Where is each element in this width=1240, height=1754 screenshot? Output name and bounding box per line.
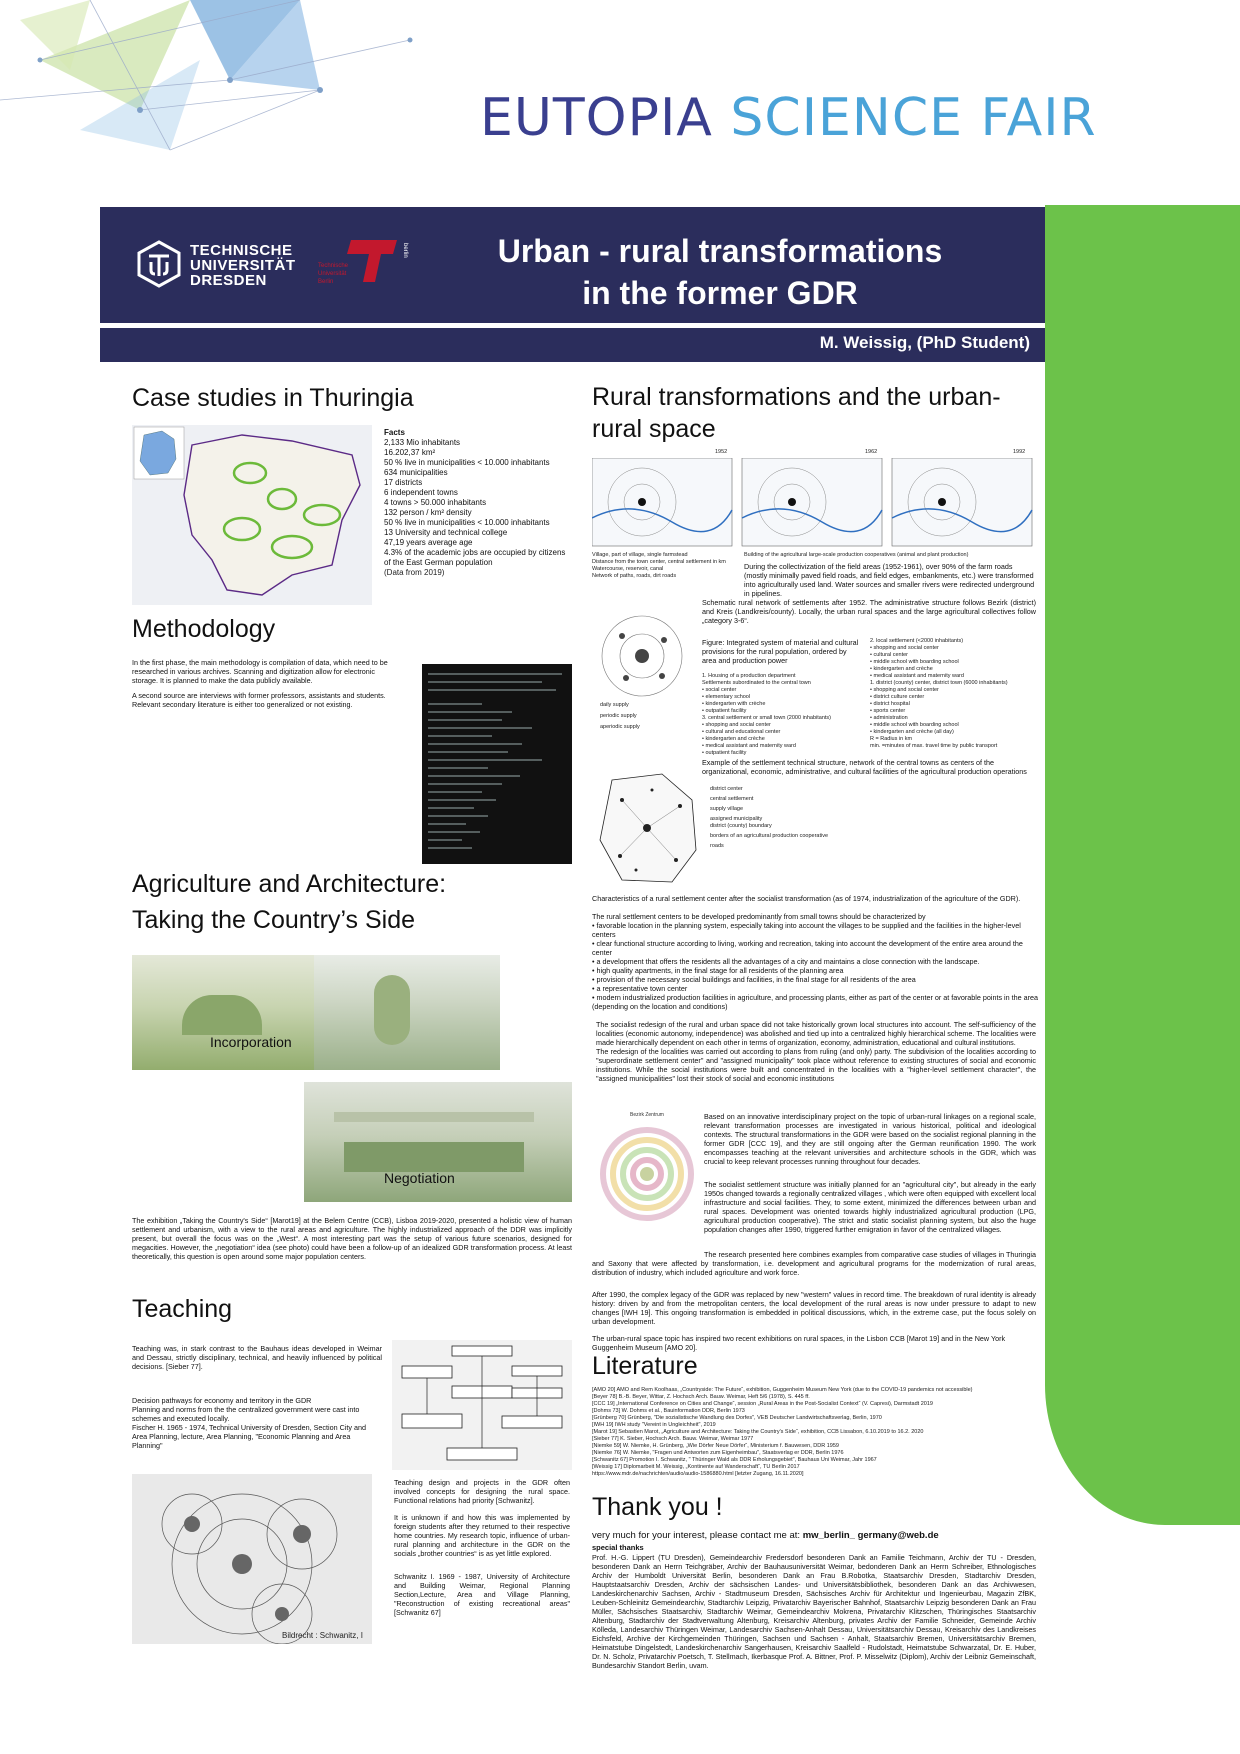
fig-left-4: • elementary school [702,694,751,700]
special-thanks-label: special thanks [592,1543,644,1552]
agri-heading-1: Agriculture and Architecture: [132,870,447,898]
teaching-heading: Teaching [132,1295,233,1323]
lit-5: [Grünberg 70] Grünberg, "Die sozialistische Wandlung des Dorfes", VEB Deutscher Landwirtschaftsverlag, Berlin, 1970 [592,1415,882,1421]
fig-right-5: • kindergarten and crèche [870,666,933,672]
fig-left-1: 1. Housing of a production department [702,673,796,679]
socialist-text: The socialist settlement structure was initially planned for an "agricultural city", but already in the early 1950s changed towards a regionally centralized villages , which were often equipped with excellent local infrastructure and social facilities. They, to some extent, minimized the differences between urban and rural spaces. Development was oriented towards highly industrialized agricultural production (LPG, agricultural production cooperative). The strict and static socialist planning system, but also the huge population changes after 1990, triggered further emigration in favor of the centralized villages. [704,1180,1036,1234]
tub-line-3: Berlin [318,279,334,285]
contact-label: very much for your interest, please contact me at: [592,1530,801,1541]
fig-left-11: • medical assistant and maternity ward [702,743,796,749]
lit-11: [Schwanitz 67] Promotion I. Schwanitz, " Thüringer Wald als DDR Erholungsgebiet", Bauhaus Uni Weimar, Jahr 1967 [592,1457,877,1463]
ring-diagram-label: Bezirk Zentrum [630,1112,664,1118]
year-1992: 1992 [1013,449,1026,455]
lit-4: [Dohms 73] W. Dohms et al., Bauinformation DDR, Berlin 1973 [592,1408,745,1414]
fair-title-word2: SCIENCE FAIR [730,88,1097,148]
figure-caption: Figure: Integrated system of material and cultural provisions for the rural population, ordered by area and production power [702,638,859,665]
contact-line [592,1530,1042,1541]
dl-district-center: district center [710,786,743,792]
agri-heading-2: Taking the Country’s Side [132,906,416,934]
fact-8: 132 person / km² density [384,508,472,517]
case-studies-heading: Case studies in Thuringia [132,384,414,412]
figure-list-right [870,638,1036,750]
recreational-areas-plan [132,1474,372,1644]
dl-assigned: assigned municipality [710,816,763,822]
poster-title-line1: Urban - rural transformations [497,233,943,269]
rural-heading-1: Rural transformations and the urban- [592,383,1001,411]
year-1952: 1952 [715,449,728,455]
terminal-screenshot [422,664,572,864]
methodology-text [132,658,402,709]
redesign-p2: The redesign of the localities was carried out according to plans from ruling (and only) party. The subdivision of the localities according to "superordinate settlement center" and "assigned municipality" took place without reference to existing structures of social and economic institutions. While the social institutions were built and concentrated in the localities with a "higher-level settlement character", the "assigned municipalities" lost their stock of social and economic institutions [596,1047,1036,1083]
fact-10: 13 University and technical college [384,528,508,537]
example-caption: Example of the settlement technical structure, network of the central towns as centers of the organizational, economic, administrative, and cultural facilities of the agricultural production operations [702,758,1027,776]
fig-left-5: • kindergarten with crèche [702,701,766,707]
dl-central: central settlement [710,796,754,802]
bullet-3: • a development that offers the residents all the advantages of a city and maintains a close connection with the landscape. [592,957,980,966]
dl-borders: borders of an agricultural production cooperative [710,833,829,839]
image-credit: Bildrecht : Schwanitz, I [282,1631,363,1640]
teaching-p2: Decision pathways for economy and territory in the GDR [132,1396,312,1405]
fig-right-13: • middle school with boarding school [870,722,959,728]
fig-right-10: • district hospital [870,701,910,707]
fig-left-3: • social center [702,687,737,693]
fig-right-16: min. =minutes of max. travel time by public transport [870,743,998,749]
district-network-map [592,770,704,890]
legend-buildings: Building of the agricultural large-scale production cooperatives (animal and plant production) [744,552,969,558]
teaching-right [394,1478,570,1617]
after1990-text: After 1990, the complex legacy of the GDR was replaced by new "western" values in record time. The breakdown of rural identity is already history: driven by and from the metropolitan centers, the local development of the rural areas is now under pressure to adapt to new changes [IWH 19]. This ongoing transformation is embedded in political discussions, which, in the extreme case, put the focus solely on urban development. [592,1290,1036,1326]
lit-13: https://www.mdr.de/nachrichten/audio/audio-1586880.html [letzter Zugang, 16.11.2020] [592,1471,804,1477]
fig-right-12: • administration [870,715,908,721]
fig-right-1: 2. local settlement (<2000 inhabitants) [870,638,964,644]
lit-8: [Sieber 77] K. Sieber, Hochsch Arch. Bauw. Weimar, Weimar 1977 [592,1436,754,1442]
supply-periodic: periodic supply [600,713,637,719]
lit-12: [Weissig 17] Diplomarbeit M. Weissig, „Kontinente auf Wanderschaft“, TU Berlin 2017 [592,1464,800,1470]
fig-left-6: • outpatient facility [702,708,747,714]
lit-10: [Niemke 76] W. Niemke, "Fragen und Antworten zum Eigenheimbau", Staatsverlag er DDR, Berlin 1976 [592,1450,844,1456]
methodology-p1: In the first phase, the main methodology is compilation of data, which need to be researched in various archives. Scanning and digitization allow for electronic storage. It is planned to make the data publicly available. [132,658,388,685]
central-place-diagram [592,596,692,766]
fact-12: 4.3% of the academic jobs are occupied by citizens of the East German population [384,548,566,567]
tud-name [190,243,296,288]
rural-heading-2: rural space [592,415,716,443]
lit-9: [Niemke 59] W. Niemke, H. Grünberg, „Wie Dörfer Neue Dörfer“, Ministerium f. Bauwesen, DDR 1959 [592,1443,839,1449]
dl-roads: roads [710,843,724,849]
literature-list [592,1387,1042,1478]
teaching-p3: Planning and norms from the the centralized government were cast into schemes and executed locally. [132,1405,360,1423]
supply-aperiodic: aperiodic supply [600,724,640,730]
fig-left-12: • outpatient facility [702,750,747,756]
collectivization-text: During the collectivization of the field areas (1952-1961), over 90% of the farm roads (mostly minimally paved field roads, and field edges, embankments, etc.) were transformed into agriculturally used land. Water sources and smaller rivers were redirected underground in pipelines. [744,562,1035,598]
dl-supply: supply village [710,806,744,812]
fig-right-6: • medical assistant and maternity ward [870,673,964,679]
thanks-heading: Thank you ! [592,1493,723,1521]
exhibitions-text: The urban-rural space topic has inspired two recent exhibitions on rural spaces, in the Lisbon CCB [Marot 19] and in the New York Guggenheim Museum [AMO 20]. [592,1334,1006,1352]
centers-intro: The rural settlement centers to be developed predominantly from small towns should be characterized by [592,912,926,921]
tub-logo-mark: berlin [402,243,408,258]
tub-line-2: Universität [318,271,347,277]
fig-right-3: • cultural center [870,652,908,658]
bullet-2: • clear functional structure according to living, working and recreation, taking into account the development of the entire area around the center [592,939,1023,957]
tud-line-1: TECHNISCHE [190,242,293,259]
fact-11: 47,19 years average age [384,538,473,547]
tud-line-3: DRESDEN [190,272,267,289]
legend-water: Watercourse, reservoir, canal [592,566,664,572]
planning-scheme [392,1340,572,1470]
teaching-p7: Schwanitz I. 1969 - 1987, University of Architecture and Building Weimar, Regional Planning Section,Lecture, Area and Village Planning, "Reconstruction of existing recreational areas" [Schwanitz 67] [394,1572,570,1617]
special-thanks-text: Prof. H.-G. Lippert (TU Dresden), Gemeindearchiv Fredersdorf besonderen Dank an Familie Teichmann, Archiv der TU - Dresden, besonderen Dank an Herrn Teichgräber, Archiv der Bauhausuniversität Weimar, bedonderen Dank an Herrn Schreiber, Ethnologisches Archiv der Humboldt Universität Berlin, besonderen Dank an Frau B.Robotka, Staatsarchiv Dresden, Stadtarchiv Dresden, Hauptstaatsarchiv Dresden, Archiv der sächsischen Landes- und Universitätsbibliothek, besonderen Dank an das Archivwesen, Landeskirchenarchiv Sachsen, Archiv - Stadtmuseum Dresden, Sächsisches Archiv für Architektur und Ingenieurbau, Magazin ZfBK, Leuben-Schleinitz Gemeindearchiv, Stadtarchiv Leipzig, Privatarchiv Bayerischer Bahnhof, Staatsarchiv Leipzig besonderen Dank an Frau Müller, Sächsisches Staatsarchiv, Stadtarchiv Weimar, Gemeindearchiv Mokrena, Privatarchiv Klitzschen, Thüringisches Staatsarchiv Altenburg, Stadtarchiv der Stadtverwaltung Altenburg, Kreisarchiv Altenburg, privates Archiv der Familie Schneider, Gemeinde Archiv Kölleda, Landesarchiv Thüringen Weimar, Landesarchiv Sachsen-Anhalt Dessau, Universitätsarchiv Dessau, Kreisarchiv des Landkreises Eichsfeld, Archive der Kirchgemeinden Thüringen, Sachsen und Sachsen - Anhalt, Staatsarchiv Bremen, Universitätsarchiv Bremen, Heimatstube Dingelstedt, Landeskirchenarchiv Sangerhausen, Kreisarchiv Saalfeld - Rudolstadt, Heimatstube Schwarzatal, Dr. E. Huber, Dr. N. Scholz, Privatarchiv Poetsch, T. Stellmach, Ikerbasque Prof. A. Bittner, Prof. P. Misselwitz (Diplom), Archiv der Leibniz Gemeinschaft, Bundesarchiv Standort Berlin, uvam. [592,1553,1036,1670]
lit-6: [IWH 19] IWH study "Vereint in Ungleichheit", 2019 [592,1422,716,1428]
fig-left-2: Settlements subordinated to the central town [702,680,811,686]
bullet-6: • a representative town center [592,984,688,993]
geometric-decoration [0,0,420,170]
redesign-block [596,1020,1036,1083]
tud-logo-icon [135,240,183,288]
lit-3: [CCC 19] „International Conference on Cities and Change“, session „Rural Areas in the Post-Socialist Context“ (V. Capresi), Darmstadt 2019 [592,1401,933,1407]
figure-list-left [702,673,862,757]
based-text: Based on an innovative interdisciplinary project on the topic of urban-rural linkages on a regional scale, relevant transformation processes are investigated in various historical, political and ideological contexts. The structural transformations in the GDR were based on the socialist regional planning in the former GDR [CCC 19], and they are still ongoing after the German reunification 1990. The work encompasses teaching at the relevant universities and architecture schools in the GDR, which was crucial to keep relevant processes running throughout four decades. [704,1112,1036,1166]
lit-7: [Marot 19] Sebastien Marot, „Agriculture and Architecture: Taking the Country's Side“, exhibition, CCB Lissabon, 6.10.2019 to 16.2. 2020 [592,1429,924,1435]
legend-distance: Distance from the town center, central settlement in km [592,559,726,565]
fig-right-9: • district culture center [870,694,925,700]
thuringia-map [132,425,372,605]
fact-1: 2,133 Mio inhabitants [384,438,461,447]
contact-email[interactable]: mw_berlin_ germany@web.de [802,1530,939,1541]
research-text: The research presented here combines examples from comparative case studies of villages in Thuringia and Saxony that were affected by transformation, i.e. development and agricultural programs for the modernization of rural areas, distribution of industry, which included agriculture and work force. [592,1250,1036,1277]
facts-source: (Data from 2019) [384,568,445,577]
bullet-1: • favorable location in the planning system, especially taking into account the villages to be supplied and the facilities in the higher-level centers [592,921,1021,939]
methodology-p2: A second source are interviews with former professors, assistants and students. [132,691,386,700]
incorporation-label: Incorporation [210,1034,292,1050]
fig-right-7: 1. district (county) center, district town (6000 inhabitants) [870,680,1008,686]
lit-1: [AMO 20] AMO and Rem Koolhaas, „Countryside: The Future“, exhibition, Guggenheim Museum New York (due to the COVID-19 pandemics not accessible) [592,1387,973,1393]
supply-legend [600,702,700,731]
negotiation-label: Negotiation [384,1170,455,1186]
methodology-p3: Relevant secondary literature is either too generalized or not existing. [132,700,353,709]
teaching-p5: Teaching design and projects in the GDR often involved concepts for designing the rural space. Functional relations had priority [Schwanitz]. [394,1478,570,1505]
redesign-p1: The socialist redesign of the rural and urban space did not take historically grown local structures into account. The self-sufficiency of the localities (economic autonomy, independence) was abolished and tied up into a centralized highly hierarchical scheme. The localities were made hierarchically dependent on each other in terms of organization, economy, administration, educational and cultural institutions. [596,1020,1036,1047]
fig-right-8: • shopping and social center [870,687,939,693]
green-side-bar [1045,205,1240,1525]
fact-5: 17 districts [384,478,423,487]
year-1962: 1962 [865,449,878,455]
fig-right-2: • shopping and social center [870,645,939,651]
poster-title-line2: in the former GDR [582,275,858,311]
fig-right-11: • sports center [870,708,906,714]
fact-7: 4 towns > 50.000 inhabitants [384,498,487,507]
fact-9: 50 % live in municipalities < 10.000 inhabitants [384,518,550,527]
tud-line-2: UNIVERSITÄT [190,257,296,274]
bullet-4: • high quality apartments, in the final stage for all residents of the planning area [592,966,844,975]
fact-4: 634 municipalities [384,468,448,477]
centers-block [592,912,1038,1011]
bullet-7: • modern industrialized production facilities in agriculture, and processing plants, either as part of the center or at favorable points in the area (depending on the location and conditions) [592,993,1038,1011]
teaching-p1: Teaching was, in stark contrast to the Bauhaus ideas developed in Weimar and Dessau, strictly disciplinary, technical, and heavily influenced by political decisions. [Sieber 77]. [132,1344,382,1371]
dl-boundary: district (county) boundary [710,823,772,829]
teaching-block [132,1396,382,1450]
fair-title [480,88,1097,148]
district-legend [710,786,870,850]
tub-line-1: Technische [318,263,349,269]
settlement-ring-diagram [592,1108,702,1228]
characteristics-text: Characteristics of a rural settlement center after the socialist transformation (as of 1974, industrialization of the agriculture of the GDR). [592,894,1021,903]
fact-6: 6 independent towns [384,488,458,497]
fig-right-14: • kindergarten and crèche (all day) [870,729,954,735]
tub-name [318,262,348,286]
fact-3: 50 % live in municipalities < 10.000 inhabitants [384,458,550,467]
supply-daily: daily supply [600,702,629,708]
bullet-5: • provision of the necessary social buildings and facilities, in the final stage for all residents of the area [592,975,916,984]
fair-title-word1: EUTOPIA [480,88,713,148]
fig-left-10: • kindergarten and crèche [702,736,765,742]
map-legend-left [592,552,742,580]
fact-2: 16.202,37 km² [384,448,436,457]
poster-title [440,230,1000,314]
fig-right-15: R = Radius in km [870,736,913,742]
lit-2: [Beyer 78] B.-B. Beyer, Wittar, Z. Hochsch Arch. Bauw. Weimar, Heft 5/6 (1978), S. 445 ff. [592,1394,810,1400]
fig-left-8: • shopping and social center [702,722,771,728]
legend-village: Village, part of village, single farmstead [592,552,688,558]
literature-heading: Literature [592,1352,698,1380]
fig-left-9: • cultural and educational center [702,729,781,735]
agri-text: The exhibition „Taking the Country's Side“ [Marot19] at the Belem Centre (CCB), Lisboa 2019-2020, presented a holistic view of human settlement and urbanism, with a view to the rural areas and agriculture. The highly industrialized approach of the DDR was implicitly present, but overall the focus was on the „West“. A most interesting part was the setup of various future scenarios, designed for megacities. However, the „negotiation“ idea (see photo) could have been a follow-up of an idealized GDR transformation process. At least theoretically, this question is open around some major population centers. [132,1216,572,1261]
facts-box [384,428,574,578]
methodology-heading: Methodology [132,615,276,643]
facts-title: Facts [384,428,405,437]
incorporation-image [132,955,314,1070]
settlement-maps-row [592,458,1042,550]
schematic-text: Schematic rural network of settlements after 1952. The administrative structure follows Bezirk (district) and Kreis (Landkreis/county). Locally, the urban rural spaces and the large agricultural collectives follow „category 3-6“. [702,598,1036,625]
teaching-p4: Fischer H. 1965 - 1974, Technical University of Dresden, Section City and Area Planning, lecture, Area Planning, "Economic Planning and Area Planning" [132,1423,366,1450]
teaching-p6: It is unknown if and how this was implemented by foreign students after they returned to their respective home countries. My research topic, influence of urban-rural planning and architecture in the GDR on the socials „brother countries“ is as yet little explored. [394,1513,570,1558]
fig-right-4: • middle school with boarding school [870,659,959,665]
legend-paths: Network of paths, roads, dirt roads [592,573,677,579]
author: M. Weissig, (PhD Student) [819,333,1030,352]
incorporation-image-right [314,955,500,1070]
fig-left-7: 3. central settlement or small town (2000 inhabitants) [702,715,832,721]
